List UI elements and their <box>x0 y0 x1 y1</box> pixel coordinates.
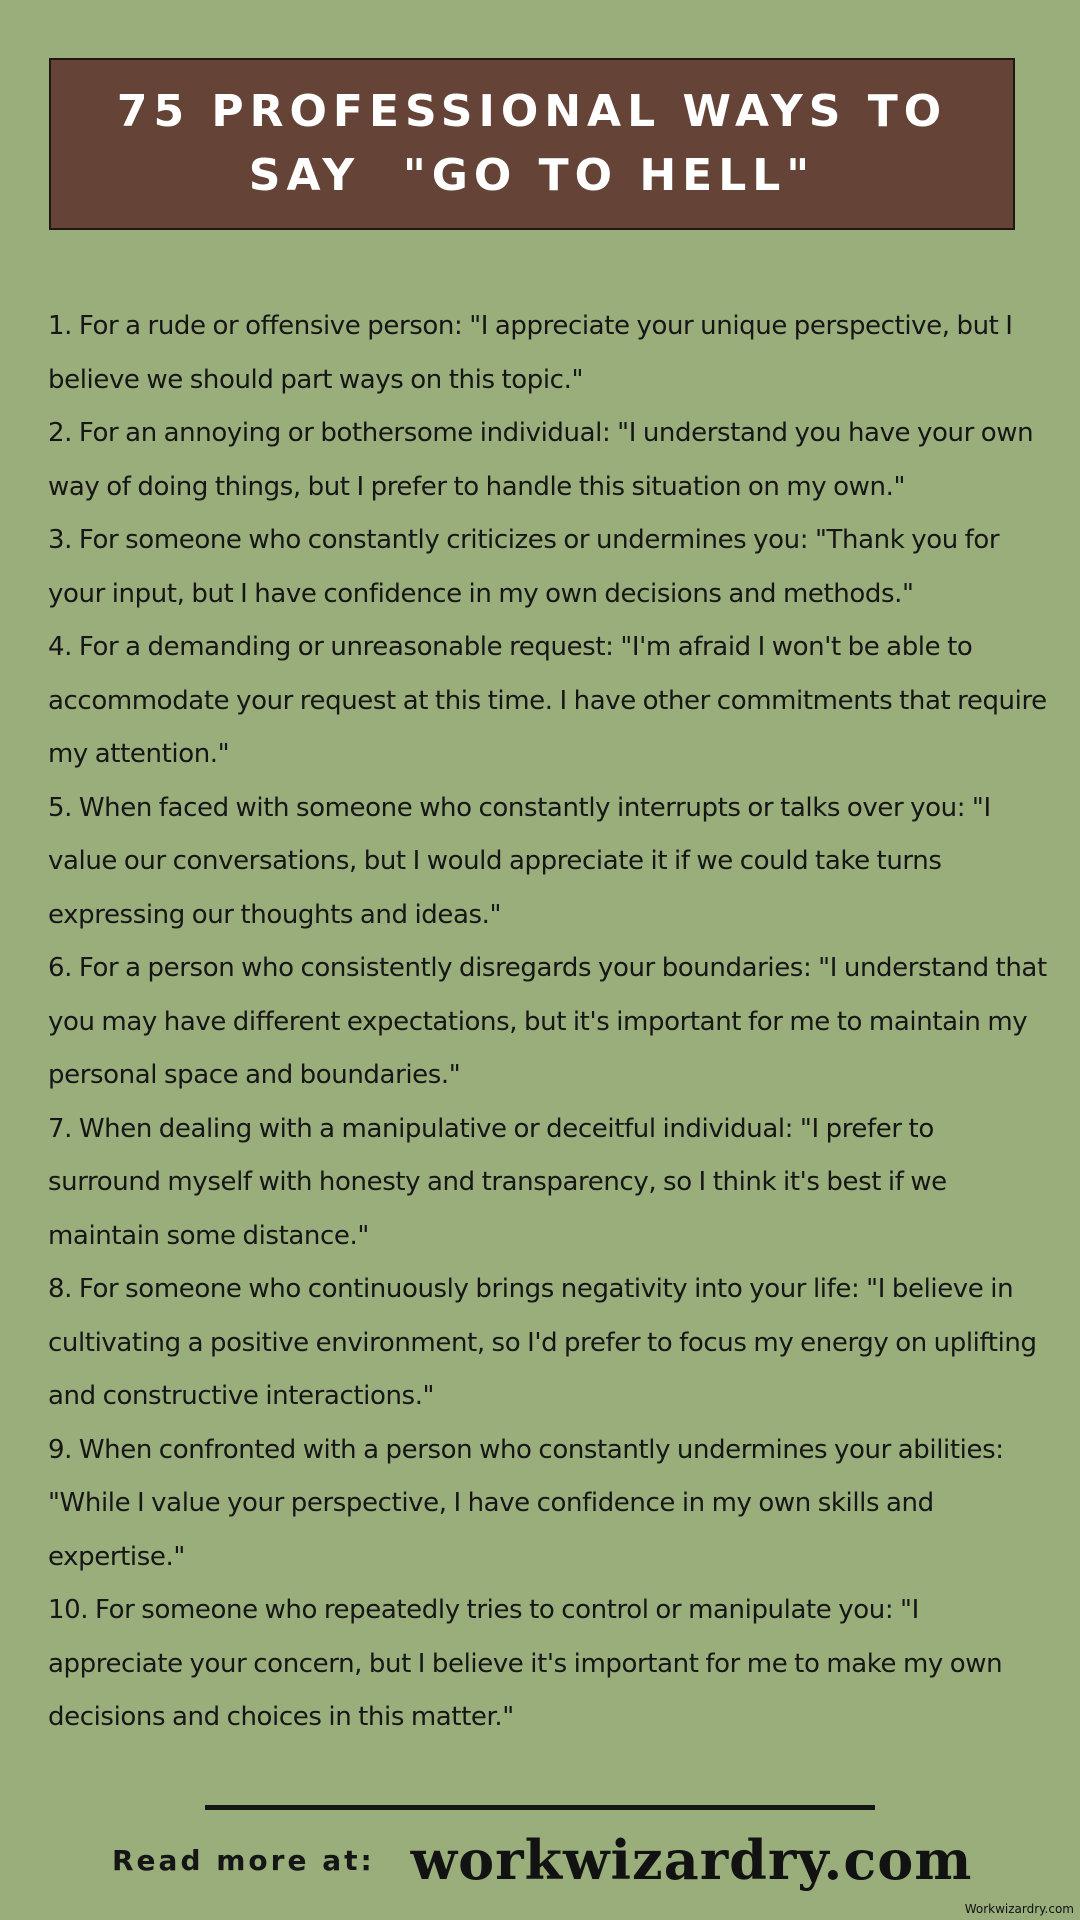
list-item: 3. For someone who constantly criticizes or undermines you: "Thank you for your input, but I have confidence in my own decisions and methods." <box>48 525 1000 609</box>
list-item: 5. When faced with someone who constantly interrupts or talks over you: "I value our conversations, but I would appreciate it if we could take turns expressing our thoughts and ideas." <box>48 792 991 930</box>
read-more-label: Read more at: <box>112 1843 375 1877</box>
title-line-1: 75 PROFESSIONAL WAYS TO <box>116 86 948 137</box>
list-item: 4. For a demanding or unreasonable request: "I'm afraid I won't be able to accommodate your request at this time. I have other commitments that require my attention." <box>48 632 1047 769</box>
list-item: 10. For someone who repeatedly tries to control or manipulate you: "I appreciate your concern, but I believe it's important for me to make my own decisions and choices in this matter." <box>48 1595 1003 1732</box>
phrases-list <box>48 300 1048 1745</box>
footer <box>112 1820 1012 1900</box>
footer-divider <box>205 1805 875 1810</box>
title-line-2: SAY "GO TO HELL" <box>248 150 816 201</box>
list-item: 7. When dealing with a manipulative or deceitful individual: "I prefer to surround myself with honesty and transparency, so I think it's best if we maintain some distance." <box>48 1113 947 1251</box>
list-item: 1. For a rude or offensive person: "I appreciate your unique perspective, but I believe we should part ways on this topic." <box>48 311 1013 395</box>
title-banner <box>49 58 1015 230</box>
site-link[interactable]: workwizardry.com <box>410 1828 973 1892</box>
list-item: 2. For an annoying or bothersome individual: "I understand you have your own way of doing things, but I prefer to handle this situation on my own." <box>48 418 1034 502</box>
list-item: 9. When confronted with a person who constantly undermines your abilities: "While I value your perspective, I have confidence in my own skills and expertise." <box>48 1434 1004 1572</box>
list-item: 8. For someone who continuously brings negativity into your life: "I believe in cultivating a positive environment, so I'd prefer to focus my energy on uplifting and constructive interactions." <box>48 1274 1037 1411</box>
watermark: Workwizardry.com <box>964 1902 1074 1916</box>
list-item: 6. For a person who consistently disregards your boundaries: "I understand that you may have different expectations, but it's important for me to maintain my personal space and boundaries." <box>48 953 1047 1090</box>
